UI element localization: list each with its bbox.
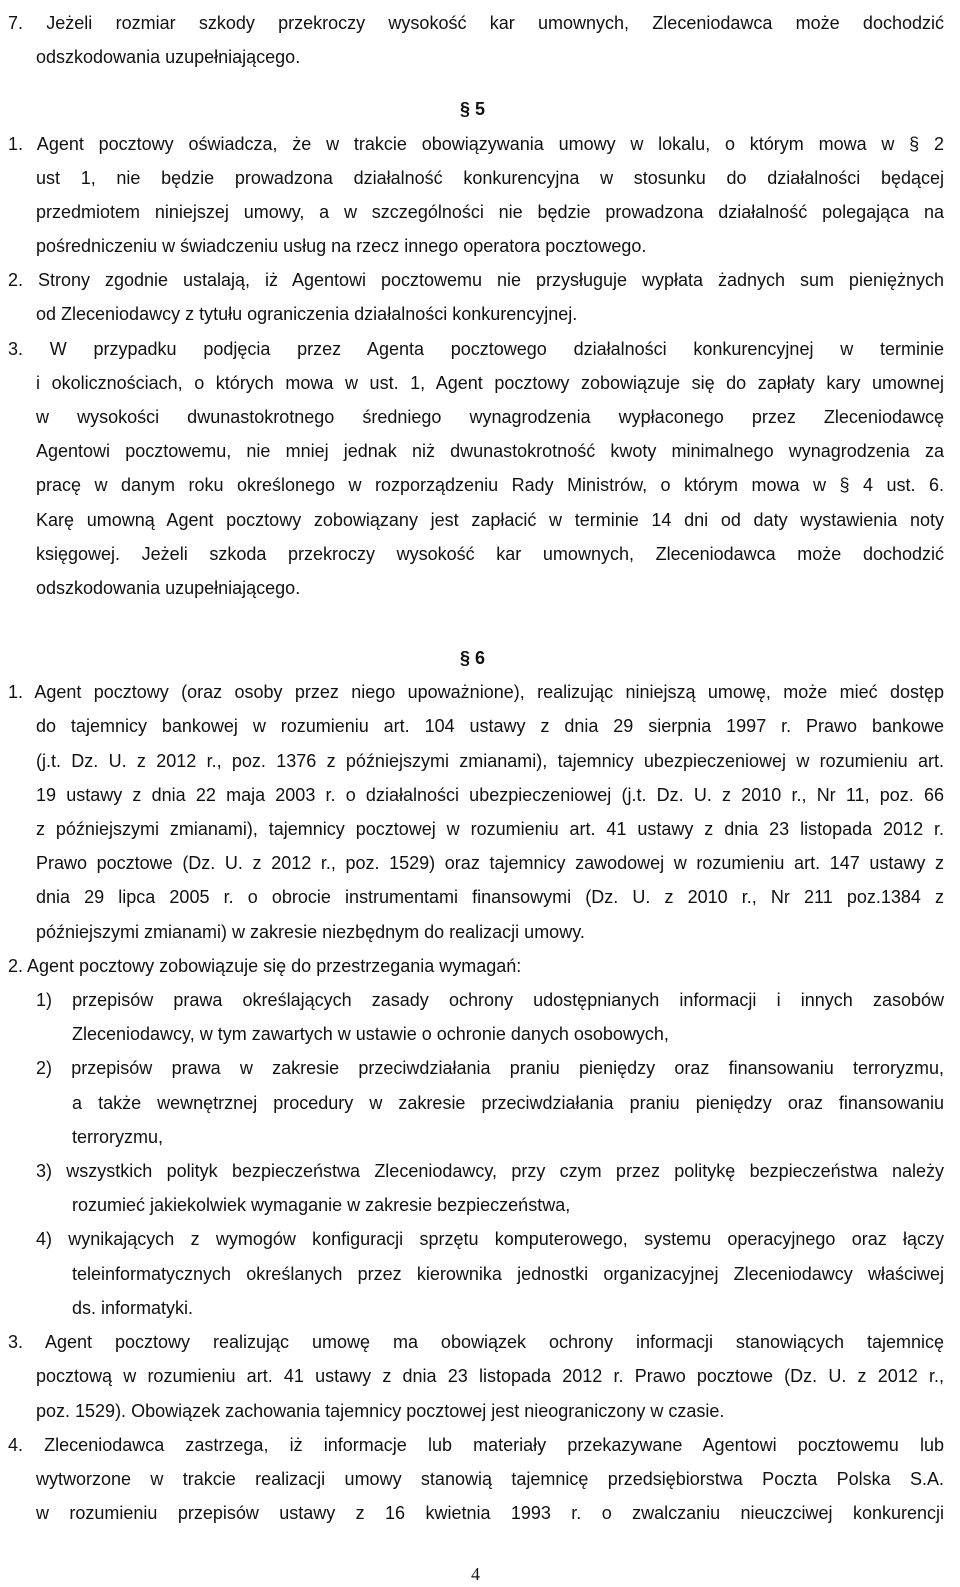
text-line: pracę w danym roku określonego w rozporządzeniu Rady Ministrów, o którym mowa w § 4 ust. 6. [36,475,944,495]
text-line: Prawo pocztowe (Dz. U. z 2012 r., poz. 1529) oraz tajemnicy zawodowej w rozumieniu art. 147 ustawy z [36,853,944,873]
text-line: 1. Agent pocztowy (oraz osoby przez niego upoważnione), realizując niniejszą umowę, może mieć dostęp [8,682,944,702]
text-line: 3) wszystkich polityk bezpieczeństwa Zleceniodawcy, przy czym przez politykę bezpieczeństwa należy [36,1161,944,1181]
text-line: w wysokości dwunastokrotnego średniego wynagrodzenia wypłaconego przez Zleceniodawcę [36,407,944,427]
text-line: 3. W przypadku podjęcia przez Agenta pocztowego działalności konkurencyjnej w terminie [8,339,944,359]
text-line: terroryzmu, [72,1127,164,1147]
text-line: Zleceniodawcy, w tym zawartych w ustawie o ochronie danych osobowych, [72,1024,669,1044]
text-line: ds. informatyki. [72,1298,194,1318]
text-line: odszkodowania uzupełniającego. [36,47,301,67]
text-line: 2) przepisów prawa w zakresie przeciwdziałania praniu pieniędzy oraz finansowaniu terroryzmu, [36,1058,944,1078]
text-line: Agentowi pocztowemu, nie mniej jednak niż dwunastokrotność kwoty minimalnego wynagrodzenia za [36,441,944,461]
text-line: i okolicznościach, o których mowa w ust. 1, Agent pocztowy zobowiązuje się do zapłaty kary umownej [36,373,944,393]
text-line: ust 1, nie będzie prowadzona działalność konkurencyjna w stosunku do działalności będącej [36,168,944,188]
text-line: przedmiotem niniejszej umowy, a w szczególności nie będzie prowadzona działalność polegająca na [36,202,944,222]
text-line: 7. Jeżeli rozmiar szkody przekroczy wysokość kar umownych, Zleceniodawca może dochodzić [8,13,944,33]
text-line: dnia 29 lipca 2005 r. o obrocie instrumentami finansowymi (Dz. U. z 2010 r., Nr 211 poz.1384 z [36,887,944,907]
text-line: wytworzone w trakcie realizacji umowy stanowią tajemnicę przedsiębiorstwa Poczta Polska S.A. [36,1469,944,1489]
text-line: z późniejszymi zmianami), tajemnicy pocztowej w rozumieniu art. 41 ustawy z dnia 23 listopada 2012 r. [36,819,944,839]
text-line: pośredniczeniu w świadczeniu usług na rzecz innego operatora pocztowego. [36,236,647,256]
text-line: od Zleceniodawcy z tytułu ograniczenia działalności konkurencyjnej. [36,304,578,324]
text-line: pocztową w rozumieniu art. 41 ustawy z dnia 23 listopada 2012 r. Prawo pocztowe (Dz. U. z 2012 r., [36,1366,944,1386]
text-line: do tajemnicy bankowej w rozumieniu art. 104 ustawy z dnia 29 sierpnia 1997 r. Prawo bankowe [36,716,944,736]
text-line: Karę umowną Agent pocztowy zobowiązany jest zapłacić w terminie 14 dni od daty wystawienia noty [36,510,944,530]
text-line: w rozumieniu przepisów ustawy z 16 kwietnia 1993 r. o zwalczaniu nieuczciwej konkurencji [36,1503,944,1523]
text-line: rozumieć jakiekolwiek wymaganie w zakresie bezpieczeństwa, [72,1195,571,1215]
text-line: 1. Agent pocztowy oświadcza, że w trakcie obowiązywania umowy w lokalu, o którym mowa w § 2 [8,134,944,154]
text-line: księgowej. Jeżeli szkoda przekroczy wysokość kar umownych, Zleceniodawca może dochodzić [36,544,944,564]
text-line: 1) przepisów prawa określających zasady ochrony udostępnianych informacji i innych zasobów [36,990,944,1010]
text-line: (j.t. Dz. U. z 2012 r., poz. 1376 z późniejszymi zmianami), tajemnicy ubezpieczeniowej w rozumieniu art. [36,751,944,771]
text-line: 4) wynikających z wymogów konfiguracji sprzętu komputerowego, systemu operacyjnego oraz łączy [36,1229,944,1249]
text-line: 19 ustawy z dnia 22 maja 2003 r. o działalności ubezpieczeniowej (j.t. Dz. U. z 2010 r., Nr 11, poz. 66 [36,785,944,805]
text-line: późniejszymi zmianami) w zakresie niezbędnym do realizacji umowy. [36,922,585,942]
text-line: teleinformatycznych określanych przez kierownika jednostki organizacyjnej Zleceniodawcy właściwej [72,1264,944,1284]
text-line: a także wewnętrznej procedury w zakresie przeciwdziałania praniu pieniędzy oraz finansowaniu [72,1093,944,1113]
text-line: 2. Strony zgodnie ustalają, iż Agentowi pocztowemu nie przysługuje wypłata żadnych sum pieniężnych [8,270,944,290]
text-line: 2. Agent pocztowy zobowiązuje się do przestrzegania wymagań: [8,956,522,976]
section-heading: § 6 [460,648,486,668]
text-line: 4. Zleceniodawca zastrzega, iż informacje lub materiały przekazywane Agentowi pocztowemu lub [8,1435,944,1455]
section-heading: § 5 [460,99,486,119]
text-line: poz. 1529). Obowiązek zachowania tajemnicy pocztowej jest nieograniczony w czasie. [36,1401,725,1421]
text-line: odszkodowania uzupełniającego. [36,578,301,598]
text-line: 3. Agent pocztowy realizując umowę ma obowiązek ochrony informacji stanowiących tajemnicę [8,1332,944,1352]
page-number: 4 [471,1564,480,1584]
